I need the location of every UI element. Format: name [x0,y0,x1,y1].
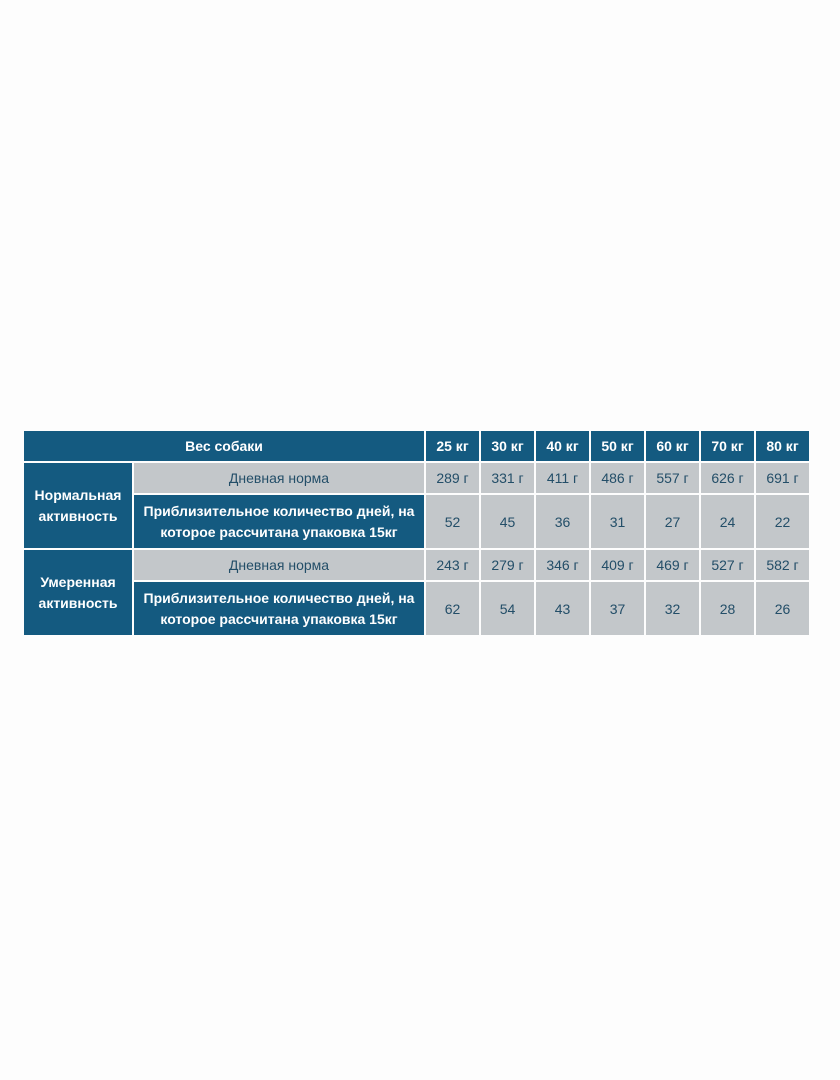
daily-norm-value: 557 г [646,463,699,493]
days-row [24,582,809,635]
daily-norm-value: 527 г [701,550,754,580]
norm-row [24,550,809,580]
weight-header: 70 кг [701,431,754,461]
days-count-value: 54 [481,582,534,635]
days-count-value: 45 [481,495,534,548]
days-count-value: 52 [426,495,479,548]
days-count-value: 43 [536,582,589,635]
days-count-value: 24 [701,495,754,548]
daily-norm-value: 243 г [426,550,479,580]
header-title: Вес собаки [24,431,424,461]
days-count-value: 28 [701,582,754,635]
weight-header: 25 кг [426,431,479,461]
weight-header: 60 кг [646,431,699,461]
daily-norm-value: 331 г [481,463,534,493]
days-count-label: Приблизительное количество дней, на которое рассчитана упаковка 15кг [134,495,424,548]
daily-norm-value: 469 г [646,550,699,580]
days-count-value: 37 [591,582,644,635]
feeding-table [22,429,811,637]
days-count-value: 32 [646,582,699,635]
weight-header: 50 кг [591,431,644,461]
daily-norm-value: 626 г [701,463,754,493]
header-row [24,431,809,461]
days-count-value: 26 [756,582,809,635]
daily-norm-value: 691 г [756,463,809,493]
days-row [24,495,809,548]
activity-group-label: Нормальная активность [24,463,132,548]
days-count-value: 31 [591,495,644,548]
days-count-label: Приблизительное количество дней, на которое рассчитана упаковка 15кг [134,582,424,635]
days-count-value: 22 [756,495,809,548]
daily-norm-value: 582 г [756,550,809,580]
days-count-value: 36 [536,495,589,548]
daily-norm-value: 409 г [591,550,644,580]
days-count-value: 62 [426,582,479,635]
weight-header: 30 кг [481,431,534,461]
daily-norm-value: 279 г [481,550,534,580]
days-count-value: 27 [646,495,699,548]
weight-header: 40 кг [536,431,589,461]
daily-norm-value: 486 г [591,463,644,493]
activity-group-label: Умеренная активность [24,550,132,635]
daily-norm-value: 289 г [426,463,479,493]
daily-norm-value: 411 г [536,463,589,493]
daily-norm-label: Дневная норма [134,550,424,580]
daily-norm-value: 346 г [536,550,589,580]
norm-row [24,463,809,493]
weight-header: 80 кг [756,431,809,461]
daily-norm-label: Дневная норма [134,463,424,493]
